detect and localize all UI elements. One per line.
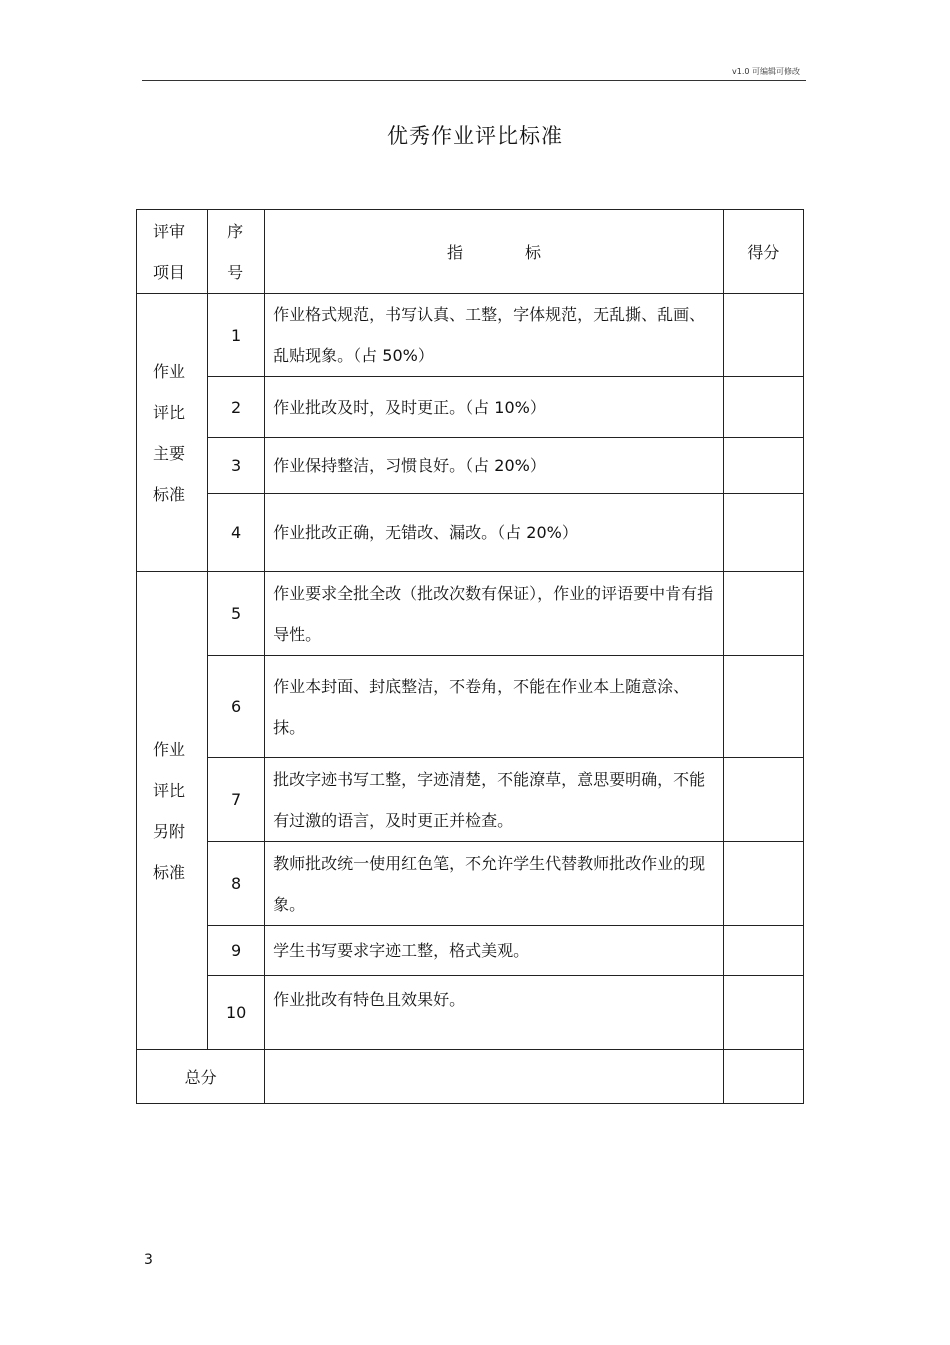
page-number: 3 bbox=[144, 1252, 153, 1268]
row-number: 1 bbox=[208, 294, 265, 377]
row-number: 7 bbox=[208, 758, 265, 842]
row-number: 6 bbox=[208, 656, 265, 758]
row-indicator: 作业批改及时，及时更正。（占 10%） bbox=[265, 377, 724, 438]
total-label: 总分 bbox=[137, 1050, 265, 1104]
table-row bbox=[137, 842, 804, 926]
table-row bbox=[137, 656, 804, 758]
header-version: v1.0 可编辑可修改 bbox=[732, 67, 800, 76]
table-row bbox=[137, 976, 804, 1050]
header-score bbox=[723, 210, 803, 294]
row-indicator: 教师批改统一使用红色笔，不允许学生代替教师批改作业的现象。 bbox=[265, 842, 724, 926]
row-indicator: 作业批改有特色且效果好。 bbox=[265, 976, 724, 1050]
row-number: 10 bbox=[208, 976, 265, 1050]
row-indicator: 批改字迹书写工整，字迹清楚，不能潦草，意思要明确，不能有过激的语言，及时更正并检查。 bbox=[265, 758, 724, 842]
table-row bbox=[137, 377, 804, 438]
row-indicator: 学生书写要求字迹工整，格式美观。 bbox=[265, 926, 724, 976]
row-number: 4 bbox=[208, 494, 265, 572]
header-indicator bbox=[265, 210, 724, 294]
row-score bbox=[723, 494, 803, 572]
header-category-label: 评审项目 bbox=[153, 221, 186, 282]
row-score bbox=[723, 842, 803, 926]
row-indicator: 作业要求全批全改（批改次数有保证），作业的评语要中肯有指导性。 bbox=[265, 572, 724, 656]
row-number: 9 bbox=[208, 926, 265, 976]
criteria-table bbox=[136, 209, 804, 1104]
table-row bbox=[137, 494, 804, 572]
header-indicator-label-a: 指 bbox=[447, 243, 464, 262]
row-score bbox=[723, 976, 803, 1050]
row-indicator: 作业本封面、封底整洁，不卷角，不能在作业本上随意涂、抹。 bbox=[265, 656, 724, 758]
table-row bbox=[137, 572, 804, 656]
document-title: 优秀作业评比标准 bbox=[387, 124, 563, 148]
header-score-label: 得分 bbox=[747, 243, 780, 262]
row-score bbox=[723, 656, 803, 758]
table-row bbox=[137, 926, 804, 976]
category-main bbox=[137, 294, 208, 572]
row-indicator: 作业保持整洁，习惯良好。（占 20%） bbox=[265, 438, 724, 494]
row-score bbox=[723, 438, 803, 494]
total-score bbox=[723, 1050, 803, 1104]
row-number: 5 bbox=[208, 572, 265, 656]
row-score bbox=[723, 572, 803, 656]
category-extra bbox=[137, 572, 208, 1050]
row-number: 8 bbox=[208, 842, 265, 926]
row-indicator: 作业批改正确，无错改、漏改。（占 20%） bbox=[265, 494, 724, 572]
header-rule bbox=[142, 80, 806, 81]
header-category bbox=[137, 210, 208, 294]
row-score bbox=[723, 758, 803, 842]
table-row bbox=[137, 438, 804, 494]
row-score bbox=[723, 926, 803, 976]
table-header-row bbox=[137, 210, 804, 294]
header-indicator-label-b: 标 bbox=[525, 243, 542, 262]
table-row bbox=[137, 758, 804, 842]
row-score bbox=[723, 377, 803, 438]
category-main-label: 作业评比主要标准 bbox=[153, 361, 186, 504]
header-number-label: 序号 bbox=[227, 221, 244, 282]
header-number bbox=[208, 210, 265, 294]
row-indicator: 作业格式规范，书写认真、工整，字体规范，无乱撕、乱画、乱贴现象。（占 50%） bbox=[265, 294, 724, 377]
table-row bbox=[137, 294, 804, 377]
total-value bbox=[265, 1050, 724, 1104]
total-row bbox=[137, 1050, 804, 1104]
category-extra-label: 作业评比另附标准 bbox=[153, 739, 186, 882]
row-number: 2 bbox=[208, 377, 265, 438]
row-score bbox=[723, 294, 803, 377]
row-number: 3 bbox=[208, 438, 265, 494]
